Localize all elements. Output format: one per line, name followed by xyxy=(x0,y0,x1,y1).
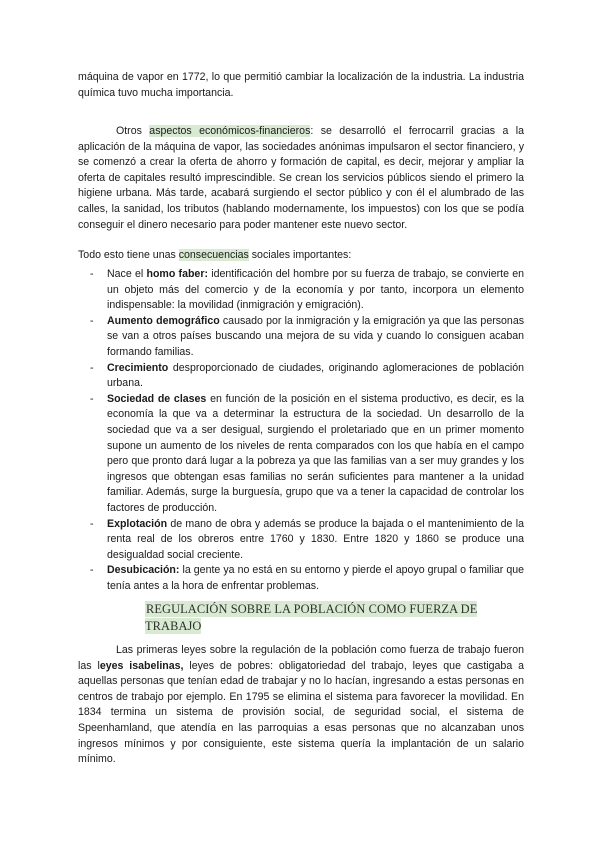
p4-post: leyes de pobres: obligatoriedad del trabajo, leyes que castigaba a aquellas personas que tenían edad de trabajar y no lo hacían, ingresando a estas personas en centros de trabajo por ejemplo. En 1795 se elimina el sistema para favorecer la movilidad. En 1834 termina un sistema de provisión social, de seguridad social, el sistema de Speenhamland, que atendía en las parroquias a esas personas que no alcanzaban unos ingresos mínimos y por consiguiente, este sistema quería la implantación de un salario mínimo. xyxy=(78,659,525,766)
list-item xyxy=(78,563,524,594)
list-item-text: en función de la posición en el sistema productivo, es decir, es la economía la que va a determinar la estructura de la sociedad. Un desarrollo de la sociedad que va a ser desigual, surgiendo el proletariado que en un primer momento supone un aumento de los niveles de renta comparados con los que había en el campo pero que pronto dará lugar a la pobreza ya que las familias van a ser muy grandes y los ingresos que obtengan esas familias no serán suficientes para mantener a la unidad familiar. Además, surge la burguesía, grupo que va a tener la capacidad de controlar los factores de producción. xyxy=(107,392,525,514)
bullet-dash: - xyxy=(90,392,94,405)
list-item-term: Aumento demográfico xyxy=(107,314,220,327)
p2-pre: Otros xyxy=(116,125,150,137)
list-item xyxy=(78,517,524,564)
section-heading-text: REGULACIÓN SOBRE LA POBLACIÓN COMO FUERZA DE TRABAJO xyxy=(145,602,478,633)
list-item-text: desproporcionado de ciudades, originando aglomeraciones de población urbana. xyxy=(107,361,524,390)
paragraph-consequences xyxy=(78,248,524,264)
list-item-text: identificación del hombre por su fuerza de trabajo, se convierte en un objeto más del comercio y de la economía y por tanto, incorpora un elemento indispensable: la movilidad (inmigración y emigración). xyxy=(107,268,524,312)
highlight-consequences: consecuencias xyxy=(178,249,249,261)
p2-post: : se desarrolló el ferrocarril gracias a la aplicación de la máquina de vapor, las sociedades anónimas impulsaron el sector financiero, y se comenzó a crear la oferta de ahorro y formación de capital, es decir, mejorar y ampliar la oferta de capitales resultó imprescindible. Se crean los servicios públicos siendo el primero la higiene urbana. Más tarde, acabará surgiendo el sector público y con él el alumbrado de las calles, la sanidad, los tributos (hablando modernamente, los impuestos) con los que se podía conseguir el dinero necesario para poder mantener este nuevo sector. xyxy=(78,125,524,231)
bullet-dash: - xyxy=(90,314,94,327)
list-item xyxy=(78,314,524,361)
list-item-term: Explotación xyxy=(107,517,168,530)
list-item-text: la gente ya no está en su entorno y pierde el apoyo grupal o familiar que tenía antes a la hora de enfrentar problemas. xyxy=(107,564,524,592)
list-item xyxy=(78,267,524,314)
bullet-dash: - xyxy=(90,268,94,280)
p4-bold: eyes isabelinas, xyxy=(99,659,184,672)
list-item-text: causado por la inmigración y la emigración ya que las personas se van a otros países buscando una mejora de su vida y cuando lo consiguen acaban formando familias. xyxy=(107,314,525,358)
bullet-dash: - xyxy=(90,517,94,530)
list-item-term: Crecimiento xyxy=(107,361,169,374)
section-heading xyxy=(145,601,525,635)
bullet-dash: - xyxy=(90,564,94,577)
list-item-term: Desubicación: xyxy=(107,564,180,577)
p3-pre: Todo esto tiene unas xyxy=(78,249,179,261)
list-item xyxy=(78,392,524,517)
list-item-term: Sociedad de clases xyxy=(107,392,207,405)
paragraph-economic-aspects xyxy=(78,124,524,233)
list-item-term: homo faber: xyxy=(146,268,208,280)
consequences-list xyxy=(78,267,524,594)
p4-pre: Las primeras leyes sobre la regulación de la población como fuerza de trabajo fueron las l xyxy=(78,644,524,672)
list-item-pre: Nace el xyxy=(107,268,147,280)
p3-post: sociales importantes: xyxy=(248,249,352,261)
highlight-economic-aspects: aspectos económicos-financieros xyxy=(149,125,311,137)
list-item-text: de mano de obra y además se produce la bajada o el mantenimiento de la renta real de los obreros entre 1760 y 1830. Entre 1820 y 1860 se produce una desigualdad social creciente. xyxy=(107,517,524,561)
paragraph-regulation xyxy=(78,643,524,768)
list-item xyxy=(78,361,524,392)
paragraph-intro: máquina de vapor en 1772, lo que permitió cambiar la localización de la industria. La industria química tuvo mucha importancia. xyxy=(78,71,524,99)
bullet-dash: - xyxy=(90,361,94,374)
